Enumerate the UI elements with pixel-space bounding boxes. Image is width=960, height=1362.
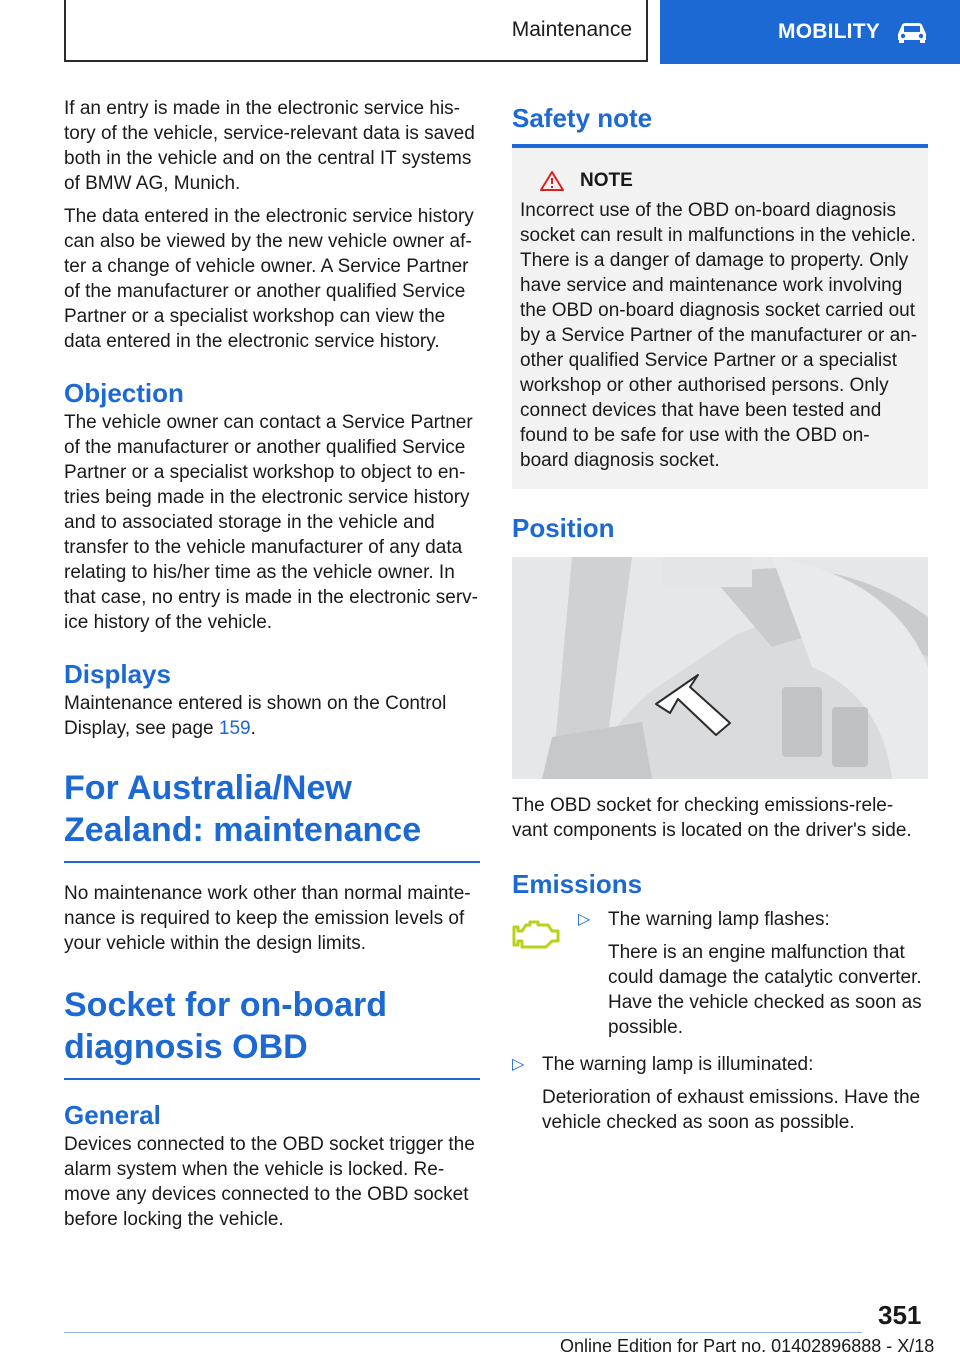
left-column (64, 96, 480, 1240)
car-icon (894, 20, 930, 44)
engine-warning-icon-wrap (512, 907, 578, 1048)
item-text: Deterioration of exhaust emissions. Have the vehicle checked as soon as possible. (542, 1087, 921, 1133)
australia-heading: For Australia/New Zealand: maintenance (64, 769, 422, 849)
emissions-item-1 (512, 907, 928, 1048)
paragraph: If an entry is made in the electronic service his-tory of the vehicle, service-relevant data is saved both in the vehicle and on the central IT systems of BMW AG, Munich. (64, 98, 475, 194)
general-text: Devices connected to the OBD socket trigger the alarm system when the vehicle is locked. Re-move any devices connected to the OBD socket before locking the vehicle. (64, 1134, 475, 1230)
note-title: NOTE (540, 170, 918, 192)
section-title: Maintenance (511, 18, 632, 41)
note-text: Incorrect use of the OBD on-board diagnosis socket can result in malfunctions in the vehicle. There is a danger of damage to property. Only have service and maintenance work involving the OBD on-board diagnosis socket carried out by a Service Partner of the manufacturer or an-other qualified Service Partner or a specialist workshop or other authorised persons. Only connect devices that have been tested and found to be safe for use with the OBD on-board diagnosis socket. (520, 200, 918, 471)
emissions-heading: Emissions (512, 869, 643, 899)
chapter-tab (660, 0, 960, 64)
obd-socket-photo (512, 557, 928, 779)
heading-divider (64, 861, 480, 863)
right-column (512, 96, 928, 1143)
general-heading: General (64, 1100, 161, 1130)
footer-divider (64, 1332, 862, 1333)
section-header (64, 0, 648, 62)
page-number: 351 (878, 1300, 922, 1330)
list-item: ▷ The warning lamp flashes: (578, 909, 830, 930)
edition-text: Online Edition for Part no. 01402896888 - X/18 (560, 1336, 935, 1356)
obd-heading: Socket for on-board diagnosis OBD (64, 986, 388, 1066)
displays-text: Maintenance entered is shown on the Control Display, see page 159. (64, 693, 447, 739)
chapter-title: MOBILITY (778, 20, 880, 43)
objection-text: The vehicle owner can contact a Service Partner of the manufacturer or another qualified Service Partner or a specialist workshop to object to en-tries being made in the electronic service history and to associated storage in the vehicle and transfer to the vehicle manufacturer of any data relating to his/her time as the vehicle owner. In that case, no entry is made in the electronic serv-ice history of the vehicle. (64, 412, 478, 633)
warning-triangle-icon (540, 171, 564, 191)
item-text: There is an engine malfunction that could damage the catalytic converter. Have the vehicle checked as soon as possible. (608, 942, 922, 1038)
displays-heading: Displays (64, 659, 171, 689)
paragraph: The data entered in the electronic service history can also be viewed by the new vehicle owner af-ter a change of vehicle owner. A Service Partner of the manufacturer or another qualified Service Partner or a specialist workshop can view the data entered in the electronic service history. (64, 206, 474, 352)
safety-heading: Safety note (512, 103, 653, 133)
engine-warning-icon (512, 919, 562, 953)
page-reference-link[interactable]: 159 (218, 718, 251, 739)
note-box (512, 148, 928, 489)
heading-divider (64, 1078, 480, 1080)
list-item: ▷ The warning lamp is illuminated: (512, 1054, 814, 1075)
australia-text: No maintenance work other than normal mainte-nance is required to keep the emission levels of your vehicle within the design limits. (64, 883, 471, 954)
position-caption: The OBD socket for checking emissions-rele-vant components is located on the driver's side. (512, 795, 912, 841)
position-heading: Position (512, 513, 615, 543)
objection-heading: Objection (64, 378, 184, 408)
